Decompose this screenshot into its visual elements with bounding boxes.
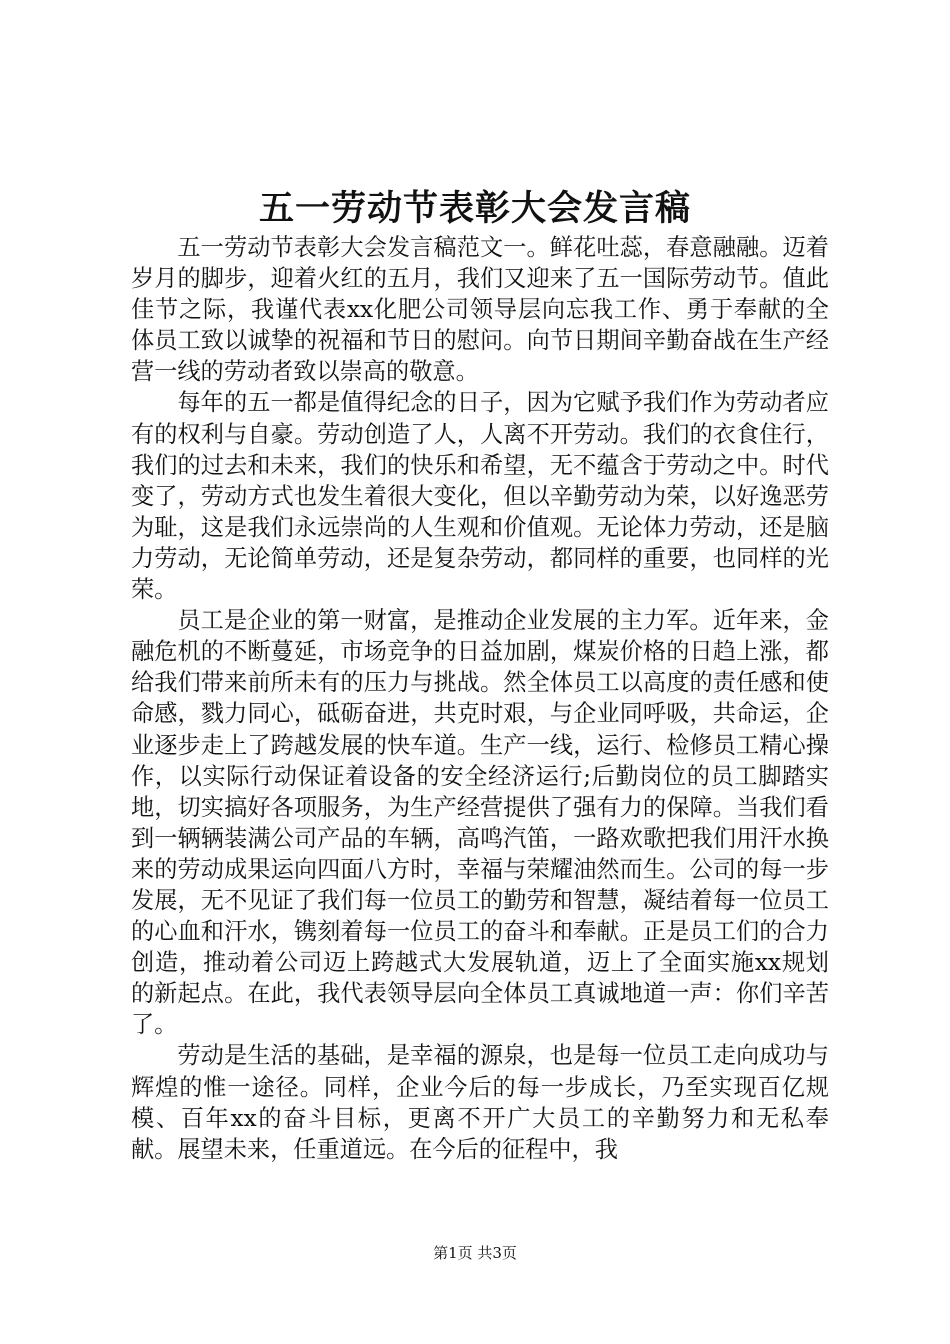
paragraph: 员工是企业的第一财富，是推动企业发展的主力军。近年来，金融危机的不断蔓延，市场竞争的日益加剧，煤炭价格的日趋上涨，都给我们带来前所未有的压力与挑战。然全体员工以高度的责任感和使命感，戮力同心，砥砺奋进，共克时艰，与企业同呼吸，共命运，企业逐步走上了跨越发展的快车道。生产一线，运行、检修员工精心操作，以实际行动保证着设备的安全经济运行;后勤岗位的员工脚踏实地，切实搞好各项服务，为生产经营提供了强有力的保障。当我们看到一辆辆装满公司产品的车辆，高鸣汽笛，一路欢歌把我们用汗水换来的劳动成果运向四面八方时，幸福与荣耀油然而生。公司的每一步发展，无不见证了我们每一位员工的勤劳和智慧，凝结着每一位员工的心血和汗水，镌刻着每一位员工的奋斗和奉献。正是员工们的合力创造，推动着公司迈上跨越式大发展轨道，迈上了全面实施xx规划的新起点。在此，我代表领导层向全体员工真诚地道一声：你们辛苦了。: [131, 607, 829, 1039]
page-footer: 第1页 共3页: [433, 1244, 517, 1262]
paragraph: 五一劳动节表彰大会发言稿范文一。鲜花吐蕊，春意融融。迈着岁月的脚步，迎着火红的五月，我们又迎来了五一国际劳动节。值此佳节之际，我谨代表xx化肥公司领导层向忘我工作、勇于奉献的全体员工致以诚挚的祝福和节日的慰问。向节日期间辛勤奋战在生产经营一线的劳动者致以崇高的敬意。: [131, 234, 829, 386]
paragraph: 劳动是生活的基础，是幸福的源泉，也是每一位员工走向成功与辉煌的惟一途径。同样，企业今后的每一步成长，乃至实现百亿规模、百年xx的奋斗目标，更离不开广大员工的辛勤努力和无私奉献。展望未来，任重道远。在今后的征程中，我: [131, 1042, 829, 1163]
paragraph: 每年的五一都是值得纪念的日子，因为它赋予我们作为劳动者应有的权利与自豪。劳动创造了人，人离不开劳动。我们的衣食住行，我们的过去和未来，我们的快乐和希望，无不蕴含于劳动之中。时代变了，劳动方式也发生着很大变化，但以辛勤劳动为荣，以好逸恶劳为耻，这是我们永远崇尚的人生观和价值观。无论体力劳动，还是脑力劳动，无论简单劳动，还是复杂劳动，都同样的重要，也同样的光荣。: [131, 389, 829, 604]
document-title: 五一劳动节表彰大会发言稿: [258, 188, 691, 229]
document-body: [131, 232, 829, 1165]
